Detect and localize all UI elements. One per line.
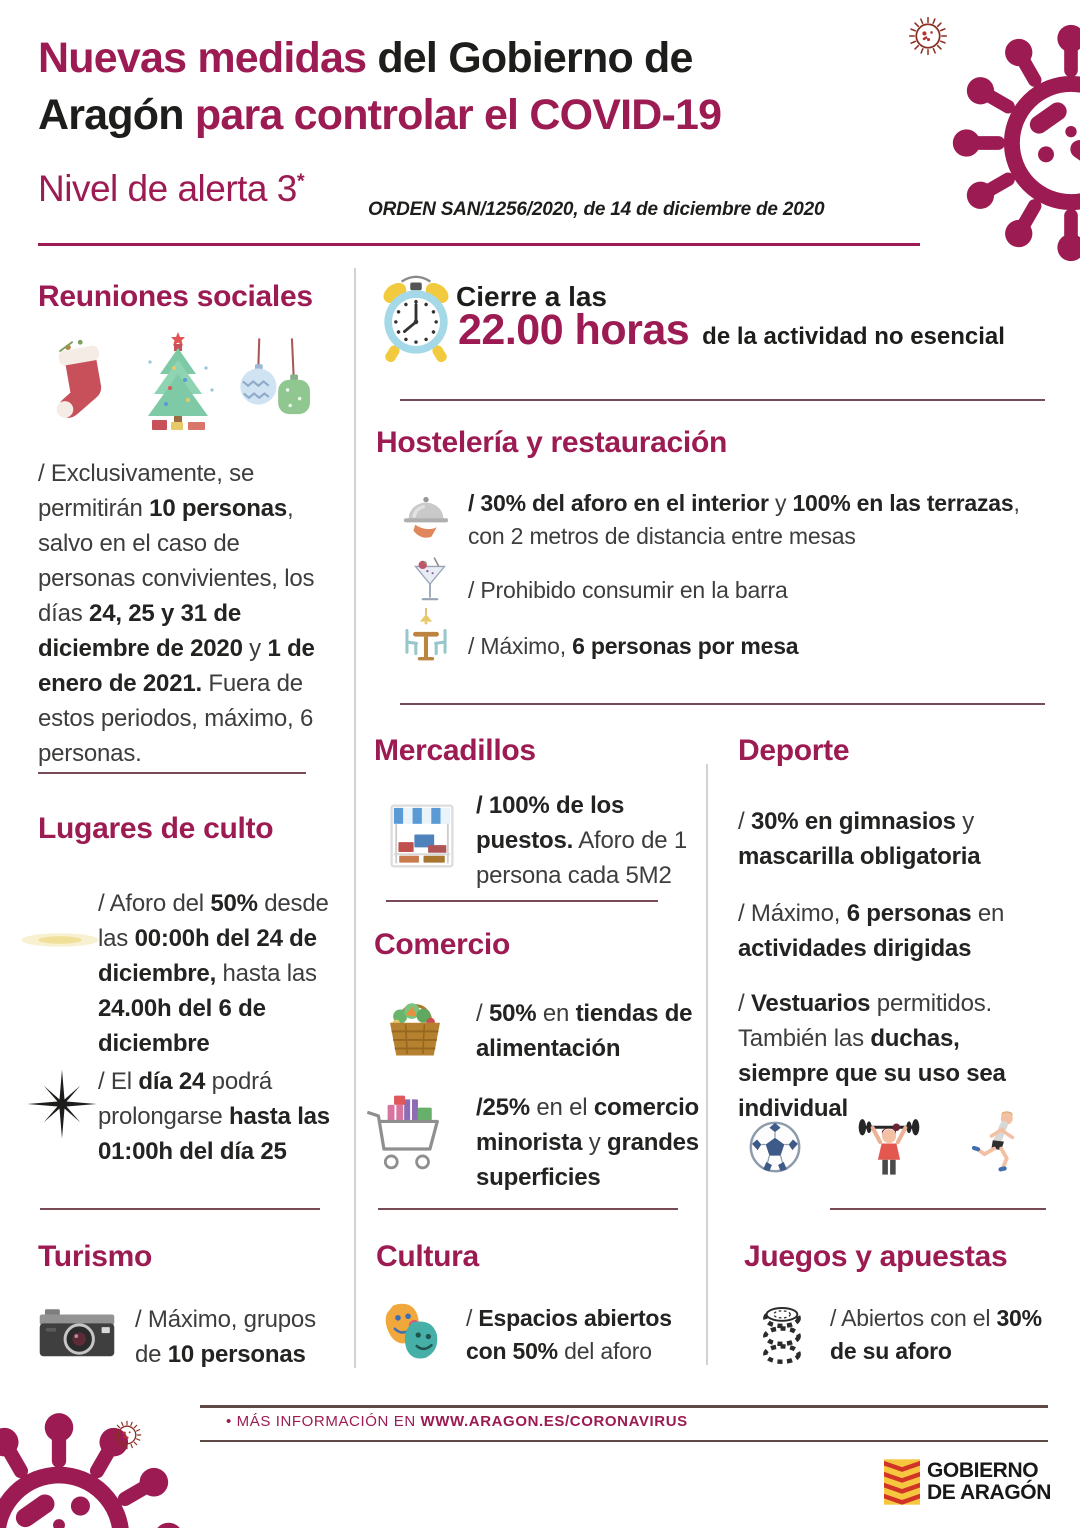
divider — [400, 399, 1045, 401]
alert-footnote-mark: * — [296, 170, 305, 193]
virus-outline-icon — [106, 1414, 148, 1456]
closure-scope: de la actividad no esencial — [702, 323, 1005, 350]
hosteleria-item: / Prohibido consumir en la barra — [468, 577, 788, 603]
section-title-reuniones: Reuniones sociales — [38, 280, 313, 313]
comercio-item: /25% en el comercio minorista y grandes superficies — [476, 1094, 700, 1191]
section-title-deporte: Deporte — [738, 734, 850, 767]
closure-row — [458, 306, 1005, 355]
reuniones-body: / Exclusivamente, se permitirán 10 personas, salvo en el caso de personas convivientes, los días 24, 25 y 31 de diciembre de 2020 y 1 de enero de 2021. Fuera de estos periodos, máximo, 6 personas. — [38, 460, 315, 767]
footer-url: WWW.ARAGON.ES/CORONAVIRUS — [420, 1413, 688, 1430]
serving-cloche-icon — [396, 486, 456, 542]
deporte-item: / Máximo, 6 personas en actividades dirigidas — [738, 900, 1005, 962]
culto-item: / Aforo del 50% desde las 00:00h del 24 de diciembre, hasta las 24.00h del 6 de diciembre — [98, 890, 329, 1057]
section-title-hosteleria: Hostelería y restauración — [376, 426, 727, 459]
candle-glow-icon — [18, 922, 102, 958]
page-title-line2: Aragón para controlar el COVID-19 — [38, 91, 722, 139]
food-basket-icon — [376, 990, 454, 1068]
comercio-item: / 50% en tiendas de alimentación — [476, 1000, 693, 1062]
closure-intro: Cierre a las — [456, 281, 607, 312]
section-title-juegos: Juegos y apuestas — [744, 1240, 1008, 1273]
poker-chips-icon — [750, 1294, 814, 1370]
hosteleria-item: / 30% del aforo en el interior y 100% en las terrazas, con 2 metros de distancia entre mesas — [468, 490, 1020, 549]
virus-solid-icon — [0, 1406, 190, 1528]
section-title-mercadillos: Mercadillos — [374, 734, 536, 767]
section-title-culto: Lugares de culto — [38, 812, 274, 845]
deporte-item: / Vestuarios permitidos. También las duchas, siempre que su uso sea individual — [738, 990, 1006, 1122]
section-title-cultura: Cultura — [376, 1240, 479, 1273]
shopping-cart-icon — [360, 1092, 452, 1184]
page-title-line1: Nuevas medidas del Gobierno de — [38, 34, 693, 82]
christmas-ornaments-icon — [230, 328, 316, 440]
christmas-tree-icon — [128, 324, 228, 442]
footer-info-label: MÁS INFORMACIÓN EN — [231, 1413, 421, 1430]
gobierno-aragon-logo-text: GOBIERNO DE ARAGÓN — [927, 1459, 1051, 1504]
theater-masks-icon — [372, 1296, 452, 1374]
turismo-item: / Máximo, grupos de 10 personas — [135, 1306, 316, 1368]
footer-divider-bottom — [200, 1440, 1048, 1442]
soccer-ball-icon — [744, 1116, 806, 1178]
deporte-item: / 30% en gimnasios y mascarilla obligatoria — [738, 808, 981, 870]
runner-icon — [962, 1108, 1032, 1178]
market-stall-icon — [384, 798, 460, 874]
christmas-star-icon — [26, 1068, 98, 1140]
hosteleria-item: / Máximo, 6 personas por mesa — [468, 633, 799, 659]
header-divider — [38, 243, 920, 246]
closure-time: 22.00 horas — [458, 306, 690, 354]
order-reference: ORDEN SAN/1256/2020, de 14 de diciembre de 2020 — [368, 199, 825, 220]
divider — [830, 1208, 1046, 1210]
mercadillos-item: / 100% de los puestos. Aforo de 1 persona cada 5M2 — [476, 792, 687, 889]
divider — [400, 703, 1045, 705]
page-title — [38, 30, 721, 144]
weightlifter-icon — [852, 1108, 926, 1182]
section-title-turismo: Turismo — [38, 1240, 153, 1273]
culto-item: / El día 24 podrá prolongarse hasta las 01:00h del día 25 — [98, 1068, 330, 1165]
divider — [378, 1208, 678, 1210]
juegos-item: / Abiertos con el 30% de su aforo — [830, 1305, 1042, 1364]
divider — [40, 1208, 320, 1210]
christmas-stocking-icon — [36, 328, 128, 440]
divider — [38, 772, 306, 774]
alert-level: Nivel de alerta 3* — [38, 168, 305, 209]
divider — [386, 900, 658, 902]
bullet: • — [226, 1413, 232, 1430]
gobierno-aragon-logo — [884, 1459, 1051, 1505]
column-divider-left — [354, 268, 356, 1368]
table-chairs-icon — [392, 606, 460, 674]
camera-icon — [36, 1304, 118, 1360]
aragon-flag-icon — [884, 1459, 920, 1505]
cultura-item: / Espacios abiertos con 50% del aforo — [466, 1305, 672, 1364]
alarm-clock-icon — [368, 272, 464, 368]
section-title-comercio: Comercio — [374, 928, 510, 961]
footer-info — [226, 1413, 688, 1430]
virus-solid-icon — [946, 18, 1080, 268]
footer-divider-top — [200, 1405, 1048, 1408]
